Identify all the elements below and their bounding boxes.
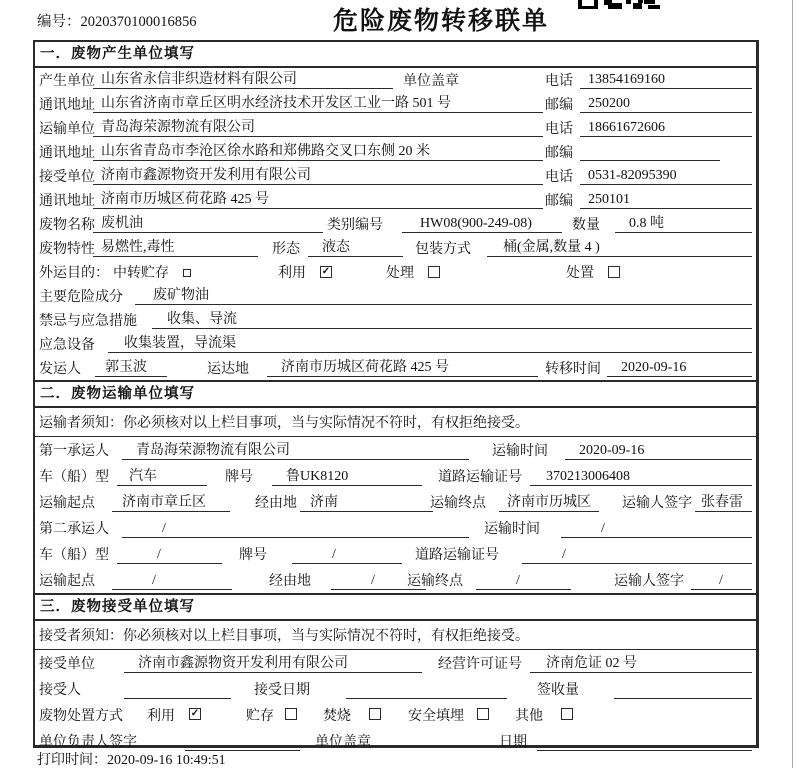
field-label: 运输起点: [39, 496, 95, 511]
blank-field: [124, 680, 231, 699]
field-value: 0531-82095390: [580, 166, 752, 185]
field-label: 接受日期: [254, 683, 310, 698]
slash-placeholder: /: [691, 571, 752, 590]
notice-text: 运输者须知：你必须核对以上栏目事项，当与实际情况不符时，有权拒绝接受。: [39, 416, 529, 431]
field-value: 液态: [308, 238, 403, 257]
form-row: [35, 260, 756, 284]
qr-code-fragment: [578, 0, 660, 10]
field-label: 日期: [499, 735, 527, 750]
field-label: 包装方式: [415, 242, 471, 257]
field-label: 禁忌与应急措施: [39, 314, 137, 329]
field-label: 运输时间: [484, 522, 540, 537]
blank-field: [614, 680, 752, 699]
slash-placeholder: /: [561, 519, 752, 538]
print-timestamp: 打印时间：2020-09-16 10:49:51: [37, 753, 226, 768]
page-title: 危险废物转移联单: [333, 8, 550, 35]
slash-placeholder: /: [112, 571, 232, 590]
field-value: 370213006408: [530, 467, 752, 486]
field-label: 电话: [545, 122, 573, 137]
field-label: 经营许可证号: [438, 657, 522, 672]
field-value: 鲁UK8120: [272, 467, 422, 486]
form-section-3: [35, 593, 756, 754]
field-label: 经由地: [269, 574, 311, 589]
field-label: 发运人: [39, 362, 81, 377]
field-label: 牌号: [225, 470, 253, 485]
field-label: 接受人: [39, 683, 81, 698]
field-label: 运输起点: [39, 574, 95, 589]
field-label: 单位负责人签字: [39, 735, 137, 750]
field-value: 山东省永信非织造材料有限公司: [93, 70, 393, 89]
field-value: 济南市历城区荷花路 425 号: [267, 358, 538, 377]
notice-text: 接受者须知：你必须核对以上栏目事项，当与实际情况不符时，有权拒绝接受。: [39, 629, 529, 644]
field-label: 电话: [545, 170, 573, 185]
field-label: 单位盖章: [315, 735, 371, 750]
section-header: 三．废物接受单位填写: [35, 595, 756, 621]
field-label: 类别编号: [327, 218, 383, 233]
field-label: 通讯地址: [39, 194, 95, 209]
checkbox-unchecked: [183, 269, 191, 277]
field-value: 济南市章丘区: [112, 493, 230, 512]
field-label: 第二承运人: [39, 522, 109, 537]
field-label: 邮编: [545, 146, 573, 161]
checkbox-unchecked: [428, 266, 440, 278]
field-value: 济南市历城区: [499, 493, 599, 512]
form-row: [35, 408, 756, 437]
page-edge-divider: [792, 0, 793, 768]
form-row: [35, 212, 756, 236]
field-label: 主要危险成分: [39, 290, 123, 305]
field-label: 电话: [545, 74, 573, 89]
form-row: [35, 68, 756, 92]
slash-placeholder: /: [292, 545, 402, 564]
field-value: 济南: [300, 493, 433, 512]
field-label: 贮存: [246, 709, 274, 724]
field-value: 2020-09-16: [565, 441, 752, 460]
slash-placeholder: /: [331, 571, 426, 590]
field-value: 济南市历城区荷花路 425 号: [93, 190, 543, 209]
checkbox-unchecked: [561, 708, 573, 720]
field-label: 运输人签字: [614, 574, 684, 589]
blank-field: [580, 142, 720, 161]
field-label: 利用: [278, 266, 306, 281]
field-label: 运输时间: [492, 444, 548, 459]
field-label: 数量: [572, 218, 600, 233]
section-header: 一．废物产生单位填写: [35, 42, 756, 68]
field-label: 运达地: [207, 362, 249, 377]
field-label: 接受单位: [39, 657, 95, 672]
checkbox-checked: ✓: [321, 266, 331, 277]
field-value: 郭玉波: [95, 358, 167, 377]
field-label: 形态: [272, 242, 300, 257]
field-label: 通讯地址: [39, 98, 95, 113]
field-label: 中转贮存: [113, 266, 169, 281]
field-label: 单位盖章: [403, 74, 459, 89]
field-value: 山东省青岛市李沧区徐水路和郑佛路交叉口东侧 20 米: [93, 142, 543, 161]
field-value: 250101: [580, 190, 752, 209]
field-value: 济南市鑫源物资开发利用有限公司: [93, 166, 543, 185]
form-row: [35, 676, 756, 702]
form-row: [35, 437, 756, 463]
field-label: 运输终点: [407, 574, 463, 589]
form-row: [35, 463, 756, 489]
field-value: HW08(900-249-08): [402, 214, 562, 233]
field-label: 道路运输证号: [415, 548, 499, 563]
field-value: 18661672606: [580, 118, 752, 137]
form-row: [35, 164, 756, 188]
form-row: [35, 140, 756, 164]
form-row: [35, 489, 756, 515]
slash-placeholder: /: [117, 545, 222, 564]
field-label: 产生单位: [39, 74, 95, 89]
field-label: 利用: [147, 709, 175, 724]
field-label: 废物名称: [39, 218, 95, 233]
field-label: 转移时间: [545, 362, 601, 377]
form-row: [35, 515, 756, 541]
field-value: 汽车: [117, 467, 207, 486]
field-value: 山东省济南市章丘区明水经济技术开发区工业一路 501 号: [93, 94, 543, 113]
form-row: [35, 567, 756, 593]
field-label: 废物处置方式: [39, 709, 123, 724]
field-value: 废机油: [93, 214, 323, 233]
field-label: 接受单位: [39, 170, 95, 185]
checkbox-unchecked: [285, 708, 297, 720]
field-value: 张春雷: [695, 493, 752, 512]
form-row: [35, 308, 756, 332]
field-label: 牌号: [239, 548, 267, 563]
field-value: 收集、导流: [152, 310, 752, 329]
field-value: 青岛海荣源物流有限公司: [122, 441, 469, 460]
form-row: [35, 621, 756, 650]
field-label: 处置: [566, 266, 594, 281]
field-label: 安全填埋: [408, 709, 464, 724]
slash-placeholder: /: [122, 519, 469, 538]
form-section-2: [35, 380, 756, 593]
form-row: [35, 702, 756, 728]
form-row: [35, 356, 756, 380]
field-label: 焚烧: [323, 709, 351, 724]
form-row: [35, 92, 756, 116]
field-label: 运输终点: [430, 496, 486, 511]
field-label: 邮编: [545, 98, 573, 113]
field-label: 运输人签字: [622, 496, 692, 511]
section-header: 二．废物运输单位填写: [35, 382, 756, 408]
field-label: 应急设备: [39, 338, 95, 353]
field-value: 易燃性,毒性: [93, 238, 258, 257]
field-label: 废物特性: [39, 242, 95, 257]
field-label: 其他: [515, 709, 543, 724]
checkbox-unchecked: [477, 708, 489, 720]
slash-placeholder: /: [522, 545, 752, 564]
field-label: 签收量: [537, 683, 579, 698]
checkbox-unchecked: [608, 266, 620, 278]
field-label: 外运目的：: [39, 266, 109, 281]
field-label: 运输单位: [39, 122, 95, 137]
field-value: 0.8 吨: [615, 214, 752, 233]
form-row: [35, 650, 756, 676]
blank-field: [346, 680, 507, 699]
blank-field: [537, 732, 752, 751]
field-label: 车（船）型: [39, 470, 109, 485]
field-value: 济南市鑫源物资开发利用有限公司: [124, 654, 422, 673]
form-row: [35, 236, 756, 260]
checkbox-checked: ✓: [190, 708, 200, 719]
field-label: 邮编: [545, 194, 573, 209]
field-label: 经由地: [255, 496, 297, 511]
field-value: 废矿物油: [135, 286, 752, 305]
form-row: [35, 116, 756, 140]
form-row: [35, 284, 756, 308]
field-value: 收集装置，导流渠: [108, 334, 752, 353]
field-label: 车（船）型: [39, 548, 109, 563]
form-row: [35, 188, 756, 212]
field-label: 处理: [386, 266, 414, 281]
manifest-form-table: [33, 40, 759, 748]
field-value: 桶(金属,数量 4 ): [487, 238, 752, 257]
field-value: 济南危证 02 号: [530, 654, 752, 673]
checkbox-unchecked: [369, 708, 381, 720]
manifest-serial-number: 编号：2020370100016856: [37, 14, 197, 30]
form-row: [35, 332, 756, 356]
form-row: [35, 541, 756, 567]
field-label: 通讯地址: [39, 146, 95, 161]
slash-placeholder: /: [476, 571, 571, 590]
field-value: 250200: [580, 94, 752, 113]
field-value: 青岛海荣源物流有限公司: [93, 118, 543, 137]
field-label: 道路运输证号: [438, 470, 522, 485]
form-section-1: [35, 42, 756, 380]
field-label: 第一承运人: [39, 444, 109, 459]
field-value: 2020-09-16: [607, 358, 752, 377]
field-value: 13854169160: [580, 70, 752, 89]
